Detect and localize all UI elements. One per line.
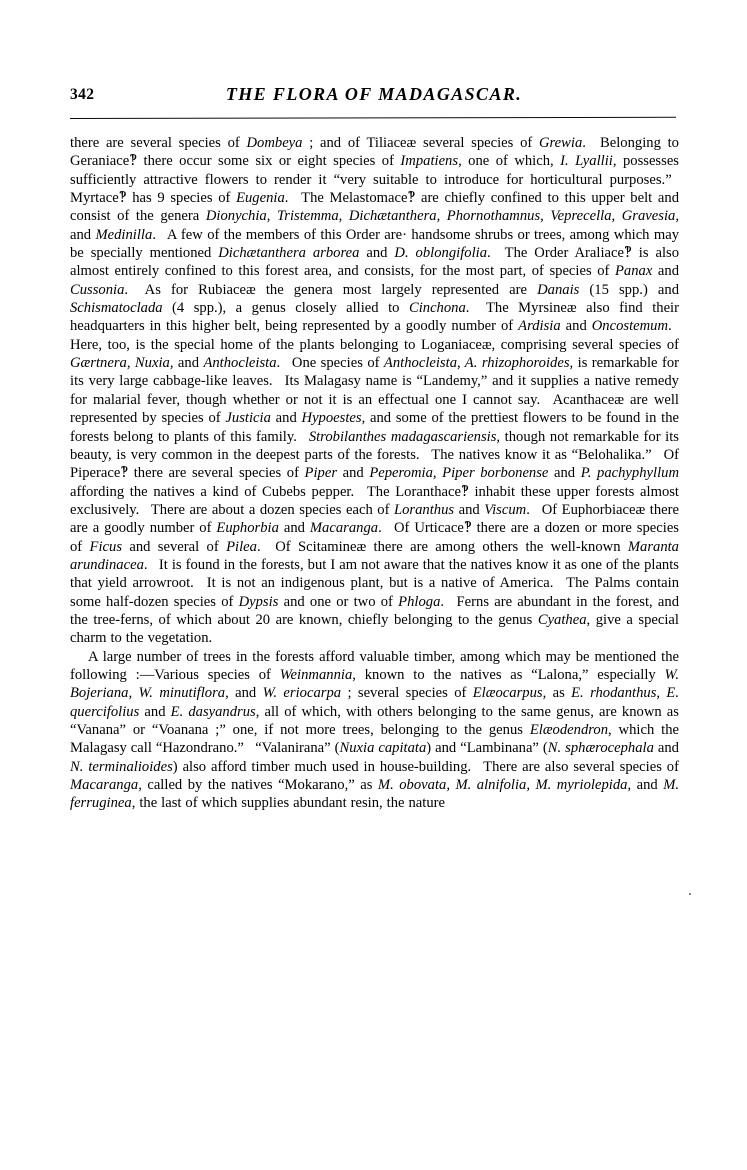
scan-artifact-speck [689,893,691,895]
paragraph-timber: A large number of trees in the forests afford valuable timber, among which may be mentioned the following :—Various species of Weinmannia, known to the natives as “Lalona,” especially W. Bojeriana, W. minutiflora, and W. eriocarpa ; several species of Elæocarpus, as E. rhodanthus, E. quercifolius and E. dasyandrus, all of which, with others belonging to the same genus, are known as “Vanana” or “Voanana ;” one, if not more trees, belonging to the genus Elæodendron, which the Malagasy call “Hazondrano.” “Valanirana” (Nuxia capitata) and “Lambinana” (N. sphærocephala and N. terminalioides) also afford timber much used in house-building. There are also several species of Macaranga, called by the natives “Mokarano,” as M. obovata, M. alnifolia, M. myriolepida, and M. ferruginea, the last of which supplies abundant resin, the nature [70,648,680,812]
paragraph-continued: there are several species of Dombeya ; and of Tiliaceæ several species of Grewia. Belonging to Geraniace‽ there occur some six or eight species of Impatiens, one of which, I. Lyallii, possesses sufficiently attractive flowers to render it “very suitable to introduce for horticultural purposes.” Myrtace‽ has 9 species of Eugenia. The Melastomace‽ are chiefly confined to this upper belt and consist of the genera Dionychia, Tristemma, Dichætanthera, Phornothamnus, Veprecella, Gravesia, and Medinilla. A few of the members of this Order are· handsome shrubs or trees, among which may be specially mentioned Dichætanthera arborea and D. oblongifolia. The Order Araliace‽ is also almost entirely confined to this forest area, and consists, for the most part, of species of Panax and Cussonia. As for Rubiaceæ the genera most largely represented are Danais (15 spp.) and Schismatoclada (4 spp.), a genus closely allied to Cinchona. The Myrsineæ also find their headquarters in this higher belt, being represented by a goodly number of Ardisia and Oncostemum. Here, too, is the special home of the plants belonging to Loganiaceæ, comprising several species of Gærtnera, Nuxia, and Anthocleista. One species of Anthocleista, A. rhizophoroides, is remarkable for its very large cabbage-like leaves. Its Malagasy name is “Landemy,” and it supplies a native remedy for malarial fever, though whether or not it is an effectual one I cannot say. Acanthaceæ are well represented by species of Justicia and Hypoestes, and some of the prettiest flowers to be found in the forests belong to plants of this family. Strobilanthes madagascariensis, though not remarkable for its beauty, is very common in the deepest parts of the forests. The natives know it as “Belohalika.” Of Piperace‽ there are several species of Piper and Peperomia, Piper borbonense and P. pachyphyllum affording the natives a kind of Cubebs pepper. The Loranthace‽ inhabit these upper forests almost exclusively. There are about a dozen species each of Loranthus and Viscum. Of Euphorbiaceæ there are a goodly number of Euphorbia and Macaranga. Of Urticace‽ there are a dozen or more species of Ficus and several of Pilea. Of Scitamineæ there are among others the well-known Maranta arundinacea. It is found in the forests, but I am not aware that the natives know it as one of the plants that yield arrowroot. It is not an indigenous plant, but is a native of America. The Palms contain some half-dozen species of Dypsis and one or two of Phloga. Ferns are abundant in the forest, and the tree-ferns, of which about 20 are known, chiefly belonging to the genus Cyathea, give a special charm to the vegetation. [70,135,680,647]
running-title: THE FLORA OF MADAGASCAR. [225,84,523,104]
body-text-block [70,134,679,813]
header-divider-rule [70,117,676,119]
running-head [70,84,678,108]
page-number: 342 [70,86,95,103]
